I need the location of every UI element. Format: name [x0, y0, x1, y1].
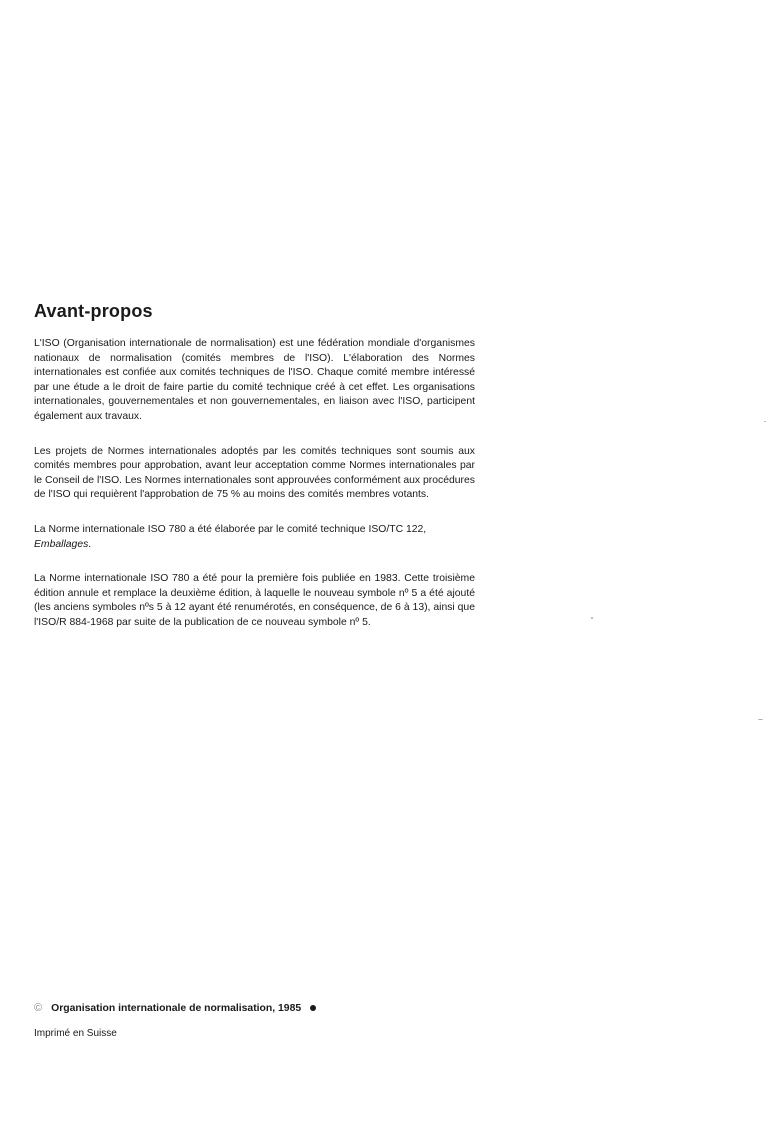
copyright-text: Organisation internationale de normalisation, 1985 — [51, 1002, 302, 1014]
committee-text: La Norme internationale ISO 780 a été élaborée par le comité technique ISO/TC 122, — [34, 523, 427, 535]
page-title: Avant-propos — [34, 301, 153, 321]
scan-speck — [591, 617, 593, 619]
paragraph-edition: La Norme internationale ISO 780 a été pour la première fois publiée en 1983. Cette troisième édition annule et remplace la deuxième édition, à laquelle le nouveau symbole nº 5 a été ajouté (les anciens symboles nºs 5 à 12 ayant été renumérotés, en conséquence, de 6 à 13), ainsi que l'ISO/R 884-1968 par suite de la publication de ce nouveau symbole nº 5. — [34, 573, 475, 628]
copyright-icon: © — [34, 1002, 43, 1014]
scan-speck — [764, 421, 766, 422]
paragraph-approval: Les projets de Normes internationales adoptés par les comités techniques sont soumis aux comités membres pour approbation, avant leur acceptation comme Normes internationales par le Conseil de l'ISO. Les Normes internationales sont approuvées conformément aux procédures de l'ISO qui requièrent l'approbation de 75 % au moins des comités membres votants. — [34, 445, 475, 501]
bullet-icon — [310, 1005, 316, 1011]
paragraph-committee — [34, 523, 475, 552]
copyright-line — [34, 1002, 316, 1014]
paragraph-organisation: L'ISO (Organisation internationale de normalisation) est une fédération mondiale d'organismes nationaux de normalisation (comités membres de l'ISO). L'élaboration des Normes internationales est confiée aux comités techniques de l'ISO. Chaque comité membre intéressé par une étude a le droit de faire partie du comité technique créé à cet effet. Les organisations internationales, gouvernementales et non gouvernementales, en liaison avec l'ISO, participent également aux travaux. — [34, 338, 475, 422]
printed-location: Imprimé en Suisse — [34, 1028, 117, 1039]
scan-speck — [758, 719, 763, 720]
committee-end: . — [88, 538, 92, 550]
committee-name: Emballages — [34, 538, 89, 550]
foreword-body — [34, 337, 475, 651]
